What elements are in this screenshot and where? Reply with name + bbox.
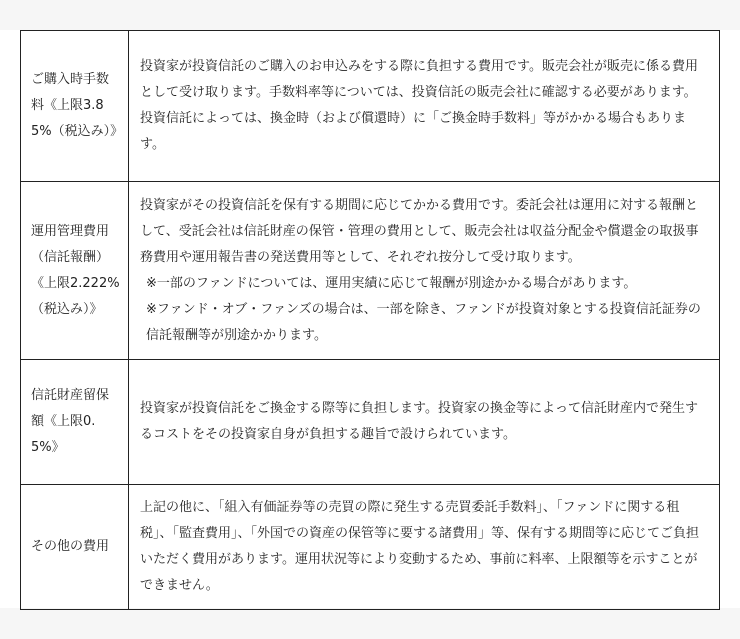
fee-description-management: 投資家がその投資信託を保有する期間に応じてかかる費用です。委託会社は運用に対する報酬として、受託会社は信託財産の保管・管理の費用として、販売会社は収益分配金や償還金の取扱事務費用や運用報告書の発送費用等として、それぞれ按分して受け取ります。 — [140, 197, 699, 265]
fee-description-management-cell — [129, 182, 720, 360]
table-row — [21, 31, 720, 182]
fee-description-retention: 投資家が投資信託をご換金する際等に負担します。投資家の換金等によって信託財産内で発生するコストをその投資家自身が負担する趣旨で設けられています。 — [129, 360, 720, 485]
fee-note-fund-of-funds: ※ファンド・オブ・ファンズの場合は、一部を除き、ファンドが投資対象とする投資信託証券の信託報酬等が別途かかります。 — [146, 301, 701, 343]
fee-label-other: その他の費用 — [21, 485, 129, 610]
fee-label-purchase: ご購入時手数料《上限3.85%（税込み）》 — [21, 31, 129, 182]
fee-description-purchase: 投資家が投資信託のご購入のお申込みをする際に負担する費用です。販売会社が販売に係る費用として受け取ります。手数料率等については、投資信託の販売会社に確認する必要があります。投資信託によっては、換金時（および償還時）に「ご換金時手数料」等がかかる場合もあります。 — [129, 31, 720, 182]
fee-label-retention: 信託財産留保額《上限0.5%》 — [21, 360, 129, 485]
table-row — [21, 360, 720, 485]
table-row — [21, 485, 720, 610]
fees-table — [20, 30, 720, 610]
fee-note-performance: ※一部のファンドについては、運用実績に応じて報酬が別途かかる場合があります。 — [146, 275, 637, 291]
fee-description-other: 上記の他に、「組入有価証券等の売買の際に発生する売買委託手数料」、「ファンドに関する租税」、「監査費用」、「外国での資産の保管等に要する諸費用」等、保有する期間等に応じてご負担いただく費用があります。運用状況等により変動するため、事前に料率、上限額等を示すことができません。 — [129, 485, 720, 610]
table-row — [21, 182, 720, 360]
top-margin — [0, 0, 740, 30]
fee-label-management: 運用管理費用（信託報酬）《上限2.222%（税込み）》 — [21, 182, 129, 360]
